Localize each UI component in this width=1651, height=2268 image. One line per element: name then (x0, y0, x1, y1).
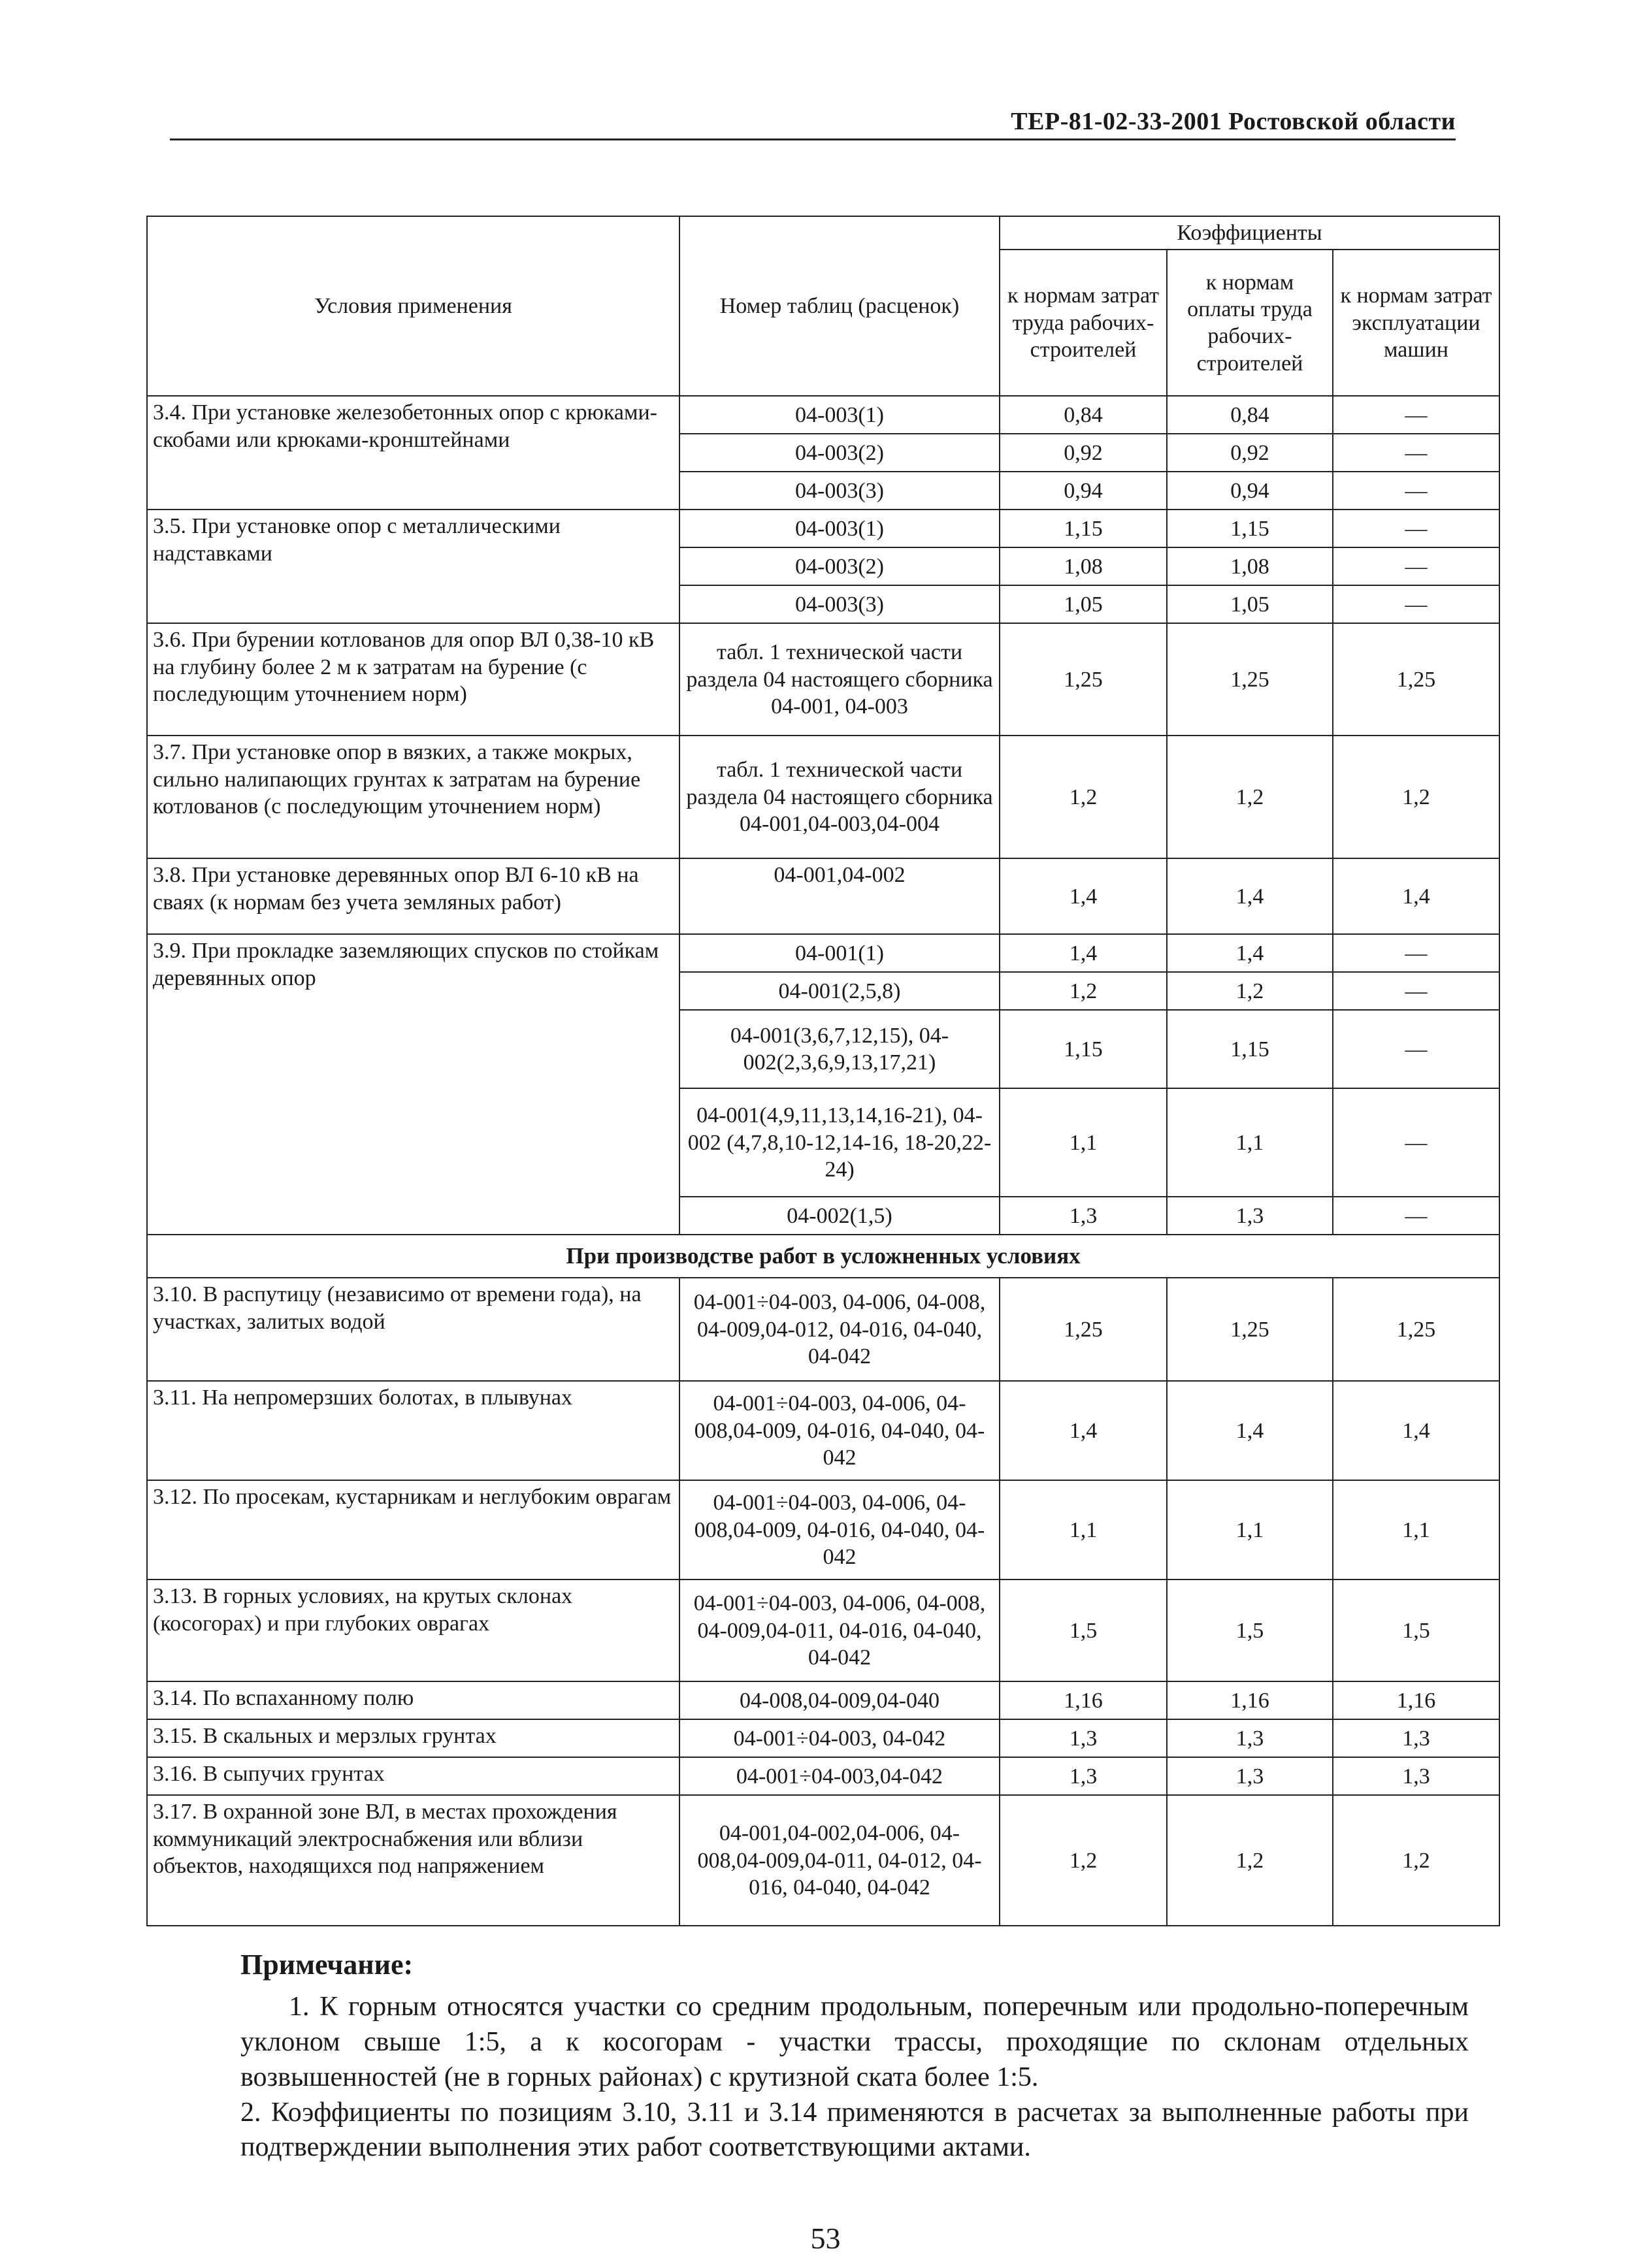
labor-cell: 1,3 (1000, 1719, 1167, 1757)
machines-cell: — (1333, 585, 1499, 623)
table-number-cell: 04-008,04-009,04-040 (679, 1681, 1000, 1719)
table-number-cell: 04-002(1,5) (679, 1197, 1000, 1235)
header-labor: к нормам затрат труда рабочих-строителей (1000, 250, 1167, 396)
header-machines: к нормам затрат эксплуатации машин (1333, 250, 1499, 396)
labor-cell: 0,94 (1000, 472, 1167, 510)
wages-cell: 1,2 (1167, 972, 1333, 1010)
table-row (147, 396, 1499, 434)
table-row (147, 623, 1499, 736)
condition-cell: 3.14. По вспаханному полю (147, 1681, 679, 1719)
condition-cell: 3.5. При установке опор с металлическими надставками (147, 510, 679, 623)
labor-cell: 1,2 (1000, 736, 1167, 858)
condition-cell: 3.15. В скальных и мерзлых грунтах (147, 1719, 679, 1757)
note-item: 2. Коэффициенты по позициям 3.10, 3.11 и 3.14 применяются в расчетах за выполненные работы при подтверждении выполнения этих работ соответствующими актами. (240, 2097, 1469, 2163)
machines-cell: — (1333, 1010, 1499, 1088)
table-number-cell: 04-001÷04-003, 04-006, 04-008,04-009, 04-016, 04-040, 04-042 (679, 1381, 1000, 1480)
labor-cell: 1,3 (1000, 1757, 1167, 1795)
labor-cell: 1,1 (1000, 1088, 1167, 1197)
machines-cell: — (1333, 472, 1499, 510)
condition-cell: 3.9. При прокладке заземляющих спусков по стойкам деревянных опор (147, 934, 679, 1235)
table-number-cell: 04-001÷04-003, 04-006, 04-008, 04-009,04-011, 04-016, 04-040, 04-042 (679, 1580, 1000, 1681)
table-number-cell: табл. 1 технической части раздела 04 настоящего сборника 04-001,04-003,04-004 (679, 736, 1000, 858)
machines-cell: 1,3 (1333, 1757, 1499, 1795)
labor-cell: 1,15 (1000, 510, 1167, 547)
machines-cell: 1,25 (1333, 623, 1499, 736)
table-number-cell: 04-003(3) (679, 472, 1000, 510)
condition-cell: 3.12. По просекам, кустарникам и неглубоким оврагам (147, 1480, 679, 1580)
table-number-cell: 04-001÷04-003, 04-006, 04-008, 04-009,04-012, 04-016, 04-040, 04-042 (679, 1278, 1000, 1381)
condition-cell: 3.4. При установке железобетонных опор с крюками-скобами или крюками-кронштейнами (147, 396, 679, 510)
wages-cell: 1,15 (1167, 1010, 1333, 1088)
labor-cell: 1,08 (1000, 547, 1167, 585)
section-row (147, 1235, 1499, 1278)
table-number-cell: 04-001÷04-003,04-042 (679, 1757, 1000, 1795)
table-row (147, 1795, 1499, 1926)
labor-cell: 0,84 (1000, 396, 1167, 434)
note-item: 1. К горным относятся участки со средним продольным, поперечным или продольно-поперечным уклоном свыше 1:5, а к косогорам - участки трассы, проходящие по склонам отдельных возвышенностей (не в горных районах) с крутизной ската более 1:5. (240, 1992, 1469, 2092)
page-number: 53 (810, 2222, 841, 2255)
labor-cell: 1,05 (1000, 585, 1167, 623)
labor-cell: 1,16 (1000, 1681, 1167, 1719)
wages-cell: 0,84 (1167, 396, 1333, 434)
wages-cell: 1,3 (1167, 1719, 1333, 1757)
wages-cell: 1,4 (1167, 934, 1333, 972)
header-coefficients: Коэффициенты (1000, 216, 1499, 250)
header-wages: к нормам оплаты труда рабочих-строителей (1167, 250, 1333, 396)
table-number-cell: 04-003(1) (679, 396, 1000, 434)
labor-cell: 1,4 (1000, 934, 1167, 972)
machines-cell: 1,4 (1333, 1381, 1499, 1480)
table-number-cell: 04-003(2) (679, 434, 1000, 472)
page-header (170, 110, 1456, 140)
table-number-cell: 04-001(3,6,7,12,15), 04-002(2,3,6,9,13,17,21) (679, 1010, 1000, 1088)
wages-cell: 1,1 (1167, 1480, 1333, 1580)
wages-cell: 1,4 (1167, 1381, 1333, 1480)
condition-cell: 3.10. В распутицу (независимо от времени года), на участках, залитых водой (147, 1278, 679, 1381)
notes-title: Примечание: (240, 1949, 414, 1981)
labor-cell: 1,1 (1000, 1480, 1167, 1580)
machines-cell: 1,2 (1333, 1795, 1499, 1926)
wages-cell: 1,1 (1167, 1088, 1333, 1197)
wages-cell: 1,4 (1167, 858, 1333, 934)
table-number-cell: 04-001÷04-003, 04-006, 04-008,04-009, 04-016, 04-040, 04-042 (679, 1480, 1000, 1580)
document-title: ТЕР-81-02-33-2001 Ростовской области (1011, 108, 1456, 135)
labor-cell: 1,4 (1000, 858, 1167, 934)
machines-cell: 1,5 (1333, 1580, 1499, 1681)
wages-cell: 0,94 (1167, 472, 1333, 510)
wages-cell: 1,16 (1167, 1681, 1333, 1719)
wages-cell: 1,2 (1167, 1795, 1333, 1926)
machines-cell: 1,25 (1333, 1278, 1499, 1381)
machines-cell: — (1333, 1197, 1499, 1235)
labor-cell: 1,3 (1000, 1197, 1167, 1235)
machines-cell: 1,2 (1333, 736, 1499, 858)
table-number-cell: 04-001(1) (679, 934, 1000, 972)
labor-cell: 1,5 (1000, 1580, 1167, 1681)
table-number-cell: 04-001(2,5,8) (679, 972, 1000, 1010)
table-number-cell: 04-003(2) (679, 547, 1000, 585)
table-row (147, 1580, 1499, 1681)
table-row (147, 858, 1499, 934)
header-table-number: Номер таблиц (расценок) (679, 216, 1000, 396)
notes-section (240, 1947, 1469, 2165)
wages-cell: 0,92 (1167, 434, 1333, 472)
wages-cell: 1,08 (1167, 547, 1333, 585)
condition-cell: 3.17. В охранной зоне ВЛ, в местах прохождения коммуникаций электроснабжения или вблизи объектов, находящихся под напряжением (147, 1795, 679, 1926)
table-row (147, 1757, 1499, 1795)
machines-cell: 1,1 (1333, 1480, 1499, 1580)
condition-cell: 3.8. При установке деревянных опор ВЛ 6-10 кВ на сваях (к нормам без учета земляных работ) (147, 858, 679, 934)
table-row (147, 1278, 1499, 1381)
wages-cell: 1,15 (1167, 510, 1333, 547)
wages-cell: 1,3 (1167, 1757, 1333, 1795)
condition-cell: 3.7. При установке опор в вязких, а также мокрых, сильно налипающих грунтах к затратам на бурение котлованов (с последующим уточнением норм) (147, 736, 679, 858)
wages-cell: 1,3 (1167, 1197, 1333, 1235)
table-number-cell: 04-001÷04-003, 04-042 (679, 1719, 1000, 1757)
machines-cell: 1,3 (1333, 1719, 1499, 1757)
condition-cell: 3.11. На непромерзших болотах, в плывунах (147, 1381, 679, 1480)
machines-cell: 1,4 (1333, 858, 1499, 934)
labor-cell: 1,15 (1000, 1010, 1167, 1088)
condition-cell: 3.16. В сыпучих грунтах (147, 1757, 679, 1795)
header-conditions: Условия применения (147, 216, 679, 396)
machines-cell: — (1333, 396, 1499, 434)
labor-cell: 1,4 (1000, 1381, 1167, 1480)
table-number-cell: 04-003(1) (679, 510, 1000, 547)
table-row (147, 934, 1499, 972)
table-row (147, 736, 1499, 858)
labor-cell: 1,2 (1000, 1795, 1167, 1926)
labor-cell: 1,25 (1000, 623, 1167, 736)
wages-cell: 1,05 (1167, 585, 1333, 623)
table-row (147, 1681, 1499, 1719)
labor-cell: 1,25 (1000, 1278, 1167, 1381)
table-row (147, 1480, 1499, 1580)
machines-cell: — (1333, 1088, 1499, 1197)
wages-cell: 1,2 (1167, 736, 1333, 858)
coefficients-table (146, 216, 1500, 1926)
machines-cell: — (1333, 510, 1499, 547)
table-number-cell: 04-003(3) (679, 585, 1000, 623)
table-number-cell: табл. 1 технической части раздела 04 настоящего сборника 04-001, 04-003 (679, 623, 1000, 736)
wages-cell: 1,25 (1167, 623, 1333, 736)
labor-cell: 0,92 (1000, 434, 1167, 472)
machines-cell: — (1333, 934, 1499, 972)
machines-cell: 1,16 (1333, 1681, 1499, 1719)
table-number-cell: 04-001,04-002,04-006, 04-008,04-009,04-011, 04-012, 04-016, 04-040, 04-042 (679, 1795, 1000, 1926)
condition-cell: 3.6. При бурении котлованов для опор ВЛ 0,38-10 кВ на глубину более 2 м к затратам на бурение (с последующим уточнением норм) (147, 623, 679, 736)
wages-cell: 1,5 (1167, 1580, 1333, 1681)
table-row (147, 510, 1499, 547)
wages-cell: 1,25 (1167, 1278, 1333, 1381)
condition-cell: 3.13. В горных условиях, на крутых склонах (косогорах) и при глубоких оврагах (147, 1580, 679, 1681)
section-title: При производстве работ в усложненных условиях (147, 1235, 1499, 1278)
machines-cell: — (1333, 972, 1499, 1010)
table-number-cell: 04-001,04-002 (679, 858, 1000, 934)
machines-cell: — (1333, 547, 1499, 585)
table-row (147, 1719, 1499, 1757)
table-row (147, 1381, 1499, 1480)
table-number-cell: 04-001(4,9,11,13,14,16-21), 04-002 (4,7,8,10-12,14-16, 18-20,22-24) (679, 1088, 1000, 1197)
machines-cell: — (1333, 434, 1499, 472)
labor-cell: 1,2 (1000, 972, 1167, 1010)
